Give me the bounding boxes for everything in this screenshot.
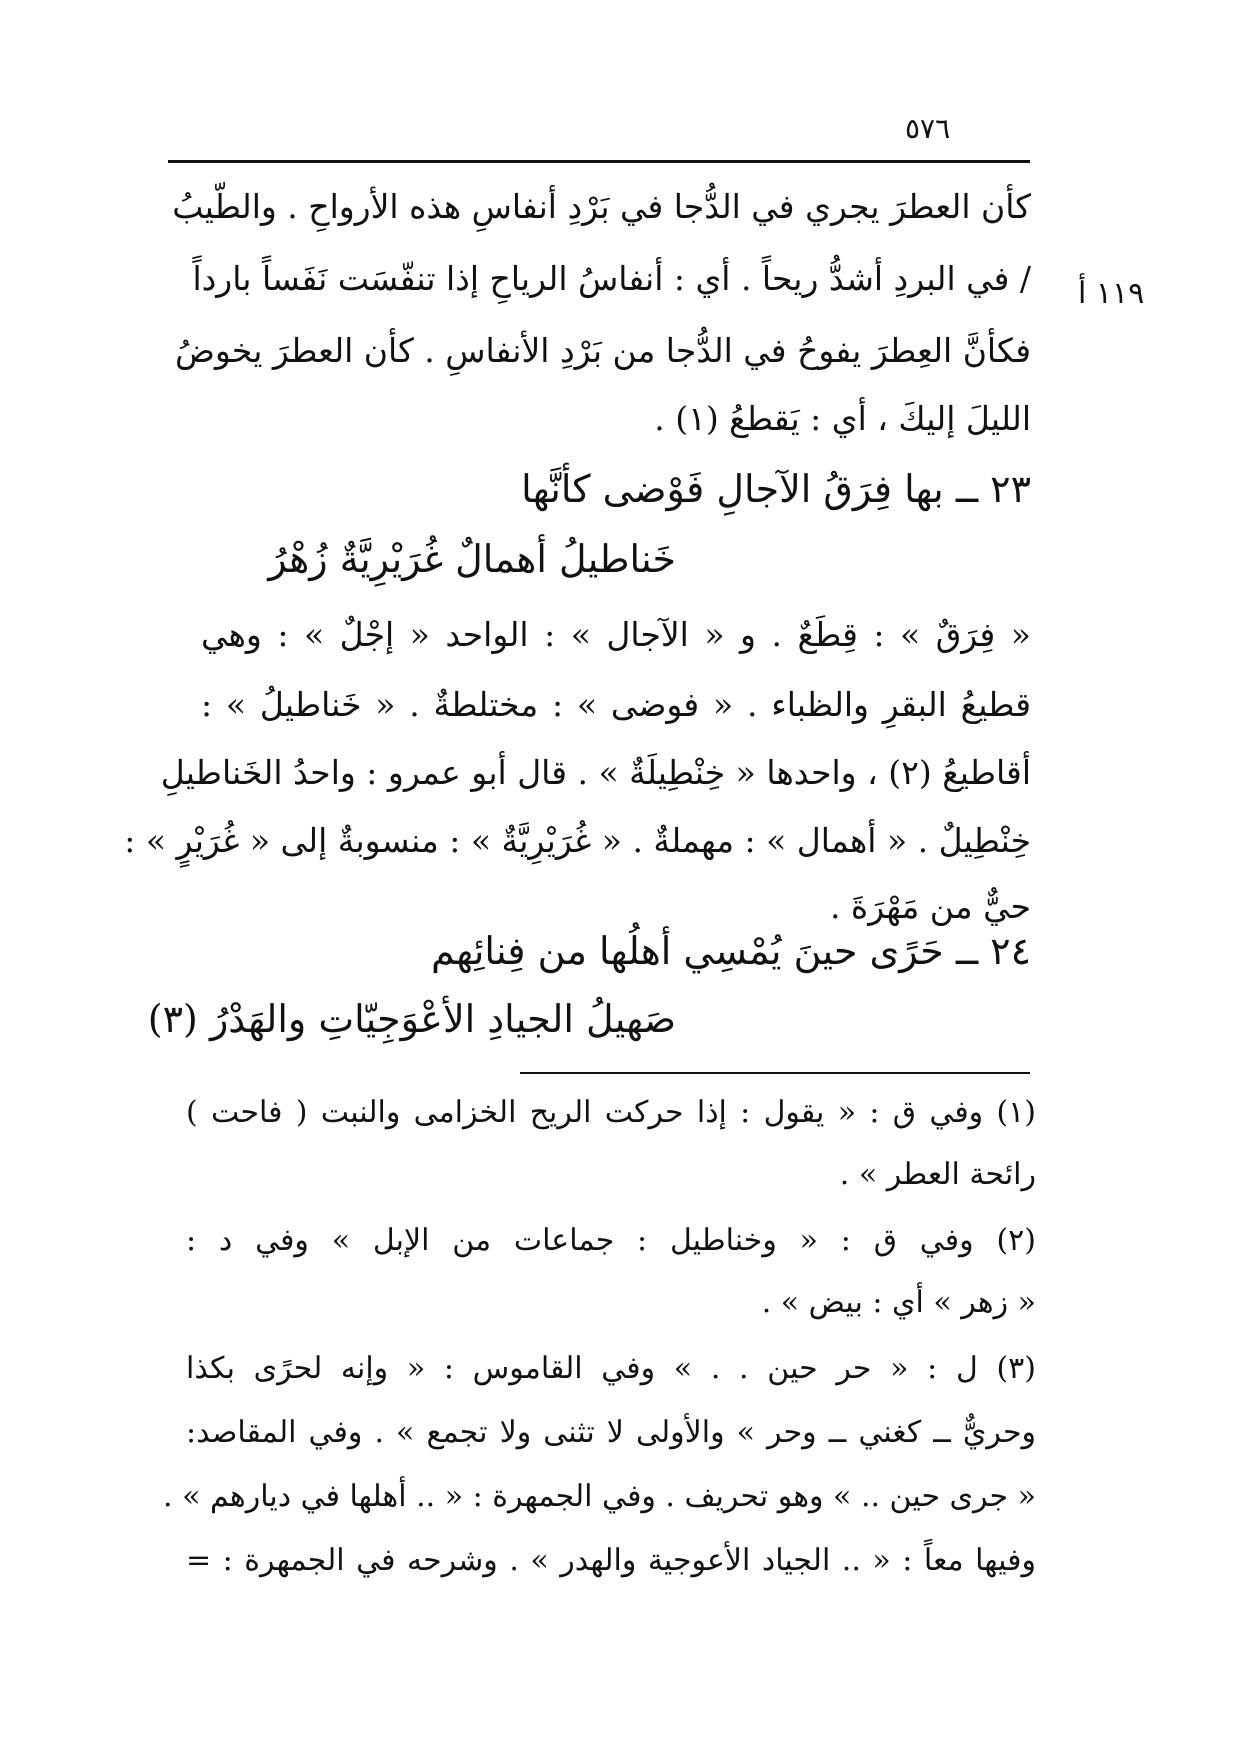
body-line: / في البردِ أشدُّ ريحاً . أي : أنفاسُ الرياحِ إذا تنفّسَت نَفَساً بارداً — [192, 259, 1031, 298]
commentary-line: قطيعُ البقرِ والظباء . « فوضى » : مختلطةٌ . « خَناطيلُ » : — [201, 685, 1031, 724]
verse-23-second-hemistich: خَناطيلُ أهمالٌ غُرَيْرِيَّةٌ زُهْرُ — [268, 537, 676, 581]
body-line: فكأنَّ العِطرَ يفوحُ في الدُّجا من بَرْدِ الأنفاسِ . كأن العطرَ يخوضُ — [174, 331, 1031, 370]
body-line: كأن العطرَ يجري في الدُّجا في بَرْدِ أنفاسِ هذه الأرواحِ . والطّيبُ — [172, 187, 1031, 226]
commentary-line: حيٌّ من مَهْرَةَ . — [829, 887, 1031, 926]
page-number: ٥٧٦ — [905, 112, 951, 145]
commentary-line: خِنْطِيلٌ . « أهمال » : مهملةٌ . « غُرَيْرِيَّةٌ » : منسوبةٌ إلى « غُرَيْرٍ » : — [124, 821, 1031, 860]
verse-24-first-hemistich: ٢٤ ــ حَرًى حينَ يُمْسِي أهلُها من فِنائِهم — [431, 929, 1031, 973]
body-line: الليلَ إليكَ ، أي : يَقطعُ (١) . — [654, 399, 1031, 438]
header-rule — [168, 160, 1030, 163]
footnote-line: وحريٌّ ــ كغني ــ وحر » والأولى لا تثنى ولا تجمع » . وفي المقاصد: — [186, 1415, 1036, 1450]
footnote-line: وفيها معاً : « .. الجياد الأعوجية والهدر » . وشرحه في الجمهرة : = — [186, 1543, 1036, 1578]
verse-24-second-hemistich: صَهيلُ الجيادِ الأعْوَجِيّاتِ والهَدْرُ (٣) — [147, 997, 676, 1041]
footnote-line: (٢) وفي ق : « وخناطيل : جماعات من الإبل » وفي د : — [186, 1223, 1036, 1258]
commentary-line: أقاطيعُ (٢) ، واحدها « خِنْطِيلَةٌ » . قال أبو عمرو : واحدُ الخَناطيلِ — [160, 753, 1031, 792]
footnote-line: « زهر » أي : بيض » . — [761, 1285, 1036, 1320]
footnote-line: (٣) ل : « حر حين . . » وفي القاموس : « وإنه لحرًى بكذا — [186, 1351, 1036, 1386]
commentary-line: « فِرَقٌ » : قِطَعٌ . و « الآجال » : الواحد « إجْلٌ » : وهي — [201, 615, 1031, 654]
footnote-line: (١) وفي ق : « يقول : إذا حركت الريح الخزامى والنبت ( فاحت ) — [186, 1095, 1036, 1130]
footnote-line: رائحة العطر » . — [839, 1157, 1036, 1192]
verse-23-first-hemistich: ٢٣ ــ بها فِرَقُ الآجالِ فَوْضى كأنَّها — [521, 467, 1031, 511]
manuscript-folio-mark: ١١٩ أ — [1078, 276, 1145, 311]
footnote-rule — [520, 1072, 1030, 1074]
footnote-line: « جرى حين .. » وهو تحريف . وفي الجمهرة : « .. أهلها في ديارهم » . — [163, 1479, 1036, 1514]
